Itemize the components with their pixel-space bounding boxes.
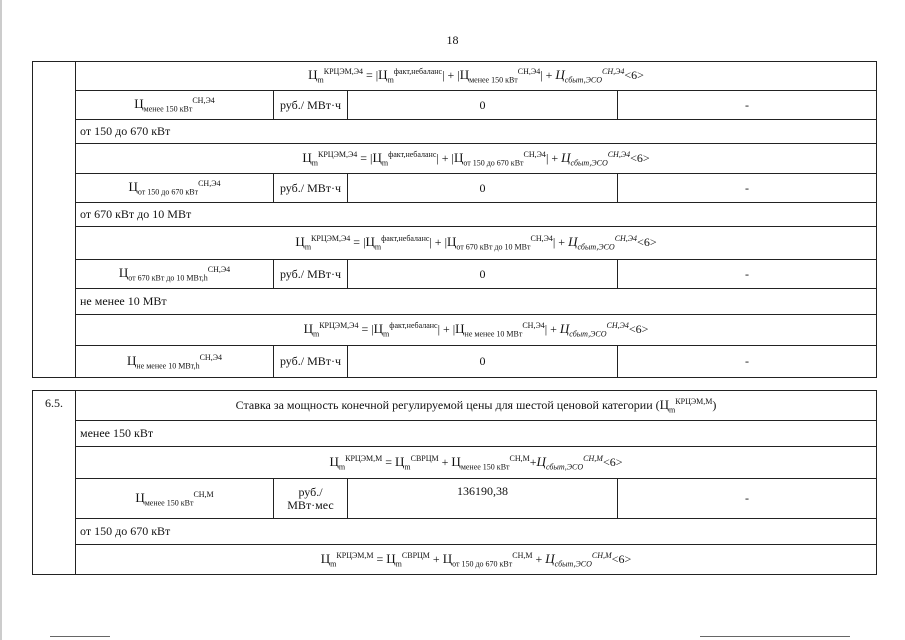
rate-unit: руб./ МВт·ч [274,91,348,120]
formula: $Ц_m^{КРЦЭМ,Э4} = |Ц_m^{факт,небаланс}| + |Ц_{от 670 кВт до 10 МВт}^{СН,Э4}| + Ц_{сбыт,ЭСО}^{СН,Э4}<6>$ [76,227,877,260]
rate-row [33,479,877,519]
formula: $Ц_m^{КРЦЭМ,Э4} = |Ц_m^{факт,небаланс}| + |Ц_{менее 150 кВт}^{СН,Э4}| + Ц_{сбыт,ЭСО}^{СН,Э4}<6>$ [76,62,877,91]
formula-row [33,447,877,479]
item-number: 6.5. [33,391,76,575]
category-heading: от 150 до 670 кВт [76,120,877,144]
rate-name: $Ц_{от 670 кВт до 10 МВт,h}^{СН,Э4}$ [76,260,274,289]
rate-value: 0 [348,260,618,289]
rate-value: 0 [348,91,618,120]
item-title: Ставка за мощность конечной регулируемой цены для шестой ценовой категории $(Ц_m^{КРЦЭМ,М})$ [76,391,877,421]
item-number-cell [33,62,76,378]
formula-row [33,545,877,575]
scan-rule [700,636,850,637]
rate-row [33,174,877,203]
rate-row [33,346,877,378]
rate-name: $Ц_{менее 150 кВт}^{СН,Э4}$ [76,91,274,120]
rate-dash: - [618,174,877,203]
category-heading: от 150 до 670 кВт [76,519,877,545]
category-heading: от 670 кВт до 10 МВт [76,203,877,227]
rate-unit: руб./ МВт·мес [274,479,348,519]
category-heading-row [33,519,877,545]
category-heading-row [33,289,877,315]
rate-name: $Ц_{менее 150 кВт}^{СН,М}$ [76,479,274,519]
category-heading: менее 150 кВт [76,421,877,447]
formula: $Ц_m^{КРЦЭМ,Э4} = |Ц_m^{факт,небаланс}| + |Ц_{не менее 10 МВт}^{СН,Э4}| + Ц_{сбыт,ЭСО}^{СН,Э4}<6>$ [76,315,877,346]
rate-value: 0 [348,346,618,378]
rate-value: 0 [348,174,618,203]
rate-dash: - [618,479,877,519]
rate-dash: - [618,91,877,120]
rate-row [33,260,877,289]
rate-unit: руб./ МВт·ч [274,174,348,203]
formula-row [33,315,877,346]
item-title-row [33,391,877,421]
rate-value: 136190,38 [348,479,618,519]
rate-dash: - [618,260,877,289]
formula: $Ц_m^{КРЦЭМ,М} = Ц_m^{СВРЦМ} + Ц_{менее 150 кВт}^{СН,М}+Ц_{сбыт,ЭСО}^{СН,М}<6>$ [76,447,877,479]
formula-row [33,62,877,91]
category-heading-row [33,120,877,144]
formula: $Ц_m^{КРЦЭМ,М} = Ц_m^{СВРЦМ} + Ц_{от 150 до 670 кВт}^{СН,М} + Ц_{сбыт,ЭСО}^{СН,М}<6>$ [76,545,877,575]
scan-edge [0,0,2,640]
rate-unit: руб./ МВт·ч [274,260,348,289]
rate-dash: - [618,346,877,378]
tariff-table-6-5 [32,390,877,575]
tariff-table [32,61,877,378]
formula: $Ц_m^{КРЦЭМ,Э4} = |Ц_m^{факт,небаланс}| + |Ц_{от 150 до 670 кВт}^{СН,Э4}| + Ц_{сбыт,ЭСО}^{СН,Э4}<6>$ [76,144,877,174]
category-heading-row [33,421,877,447]
category-heading-row [33,203,877,227]
rate-name: $Ц_{от 150 до 670 кВт}^{СН,Э4}$ [76,174,274,203]
formula-row [33,227,877,260]
formula-row [33,144,877,174]
rate-unit: руб./ МВт·ч [274,346,348,378]
rate-row [33,91,877,120]
rate-name: $Ц_{не менее 10 МВт,h}^{СН,Э4}$ [76,346,274,378]
category-heading: не менее 10 МВт [76,289,877,315]
page-number: 18 [446,33,459,47]
scan-rule [50,636,110,637]
